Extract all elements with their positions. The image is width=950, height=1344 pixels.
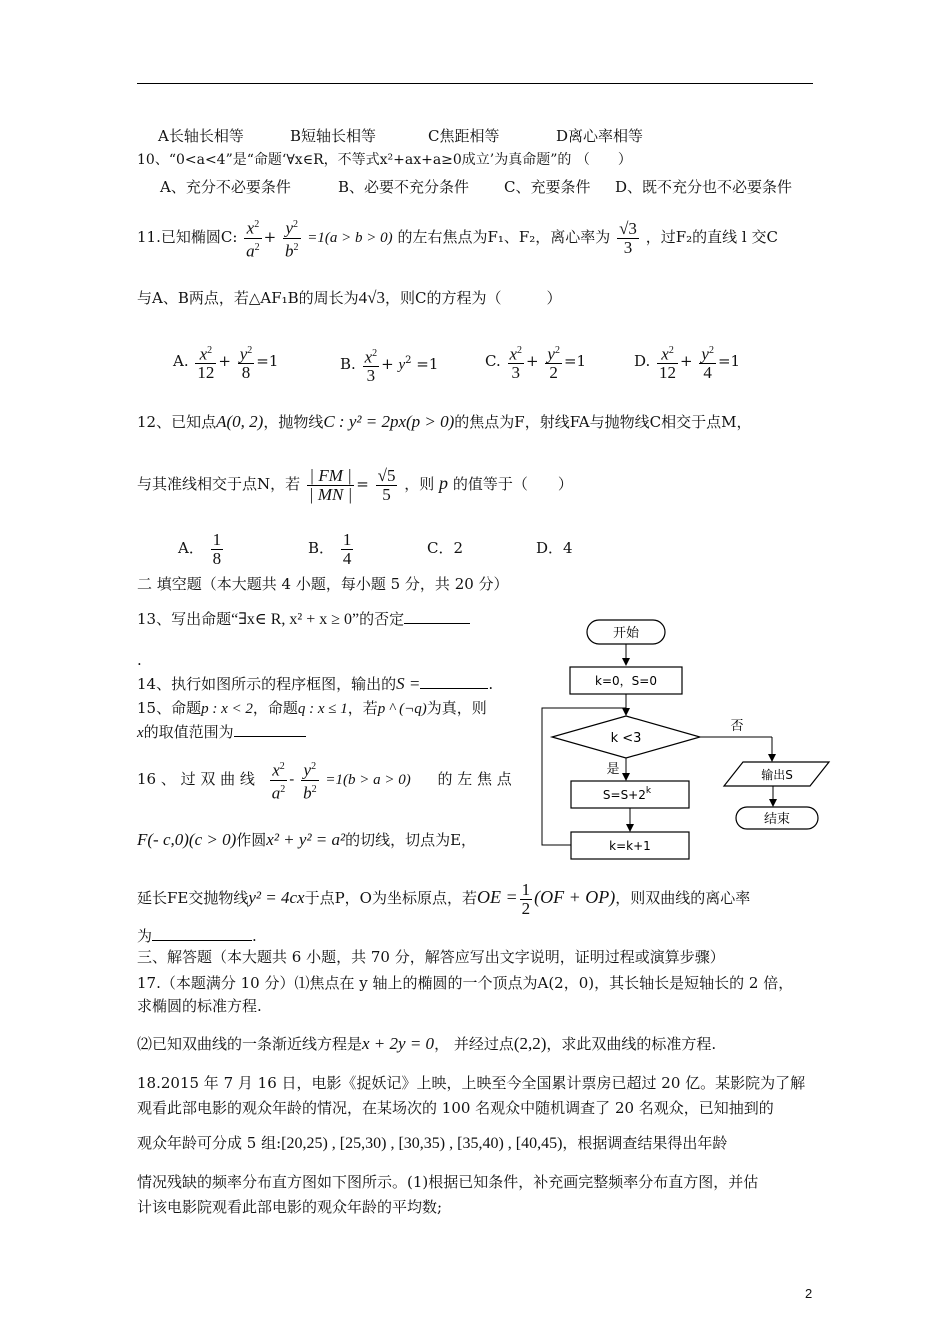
q17-line2: 求椭圆的标准方程.	[137, 997, 262, 1015]
flow-decision-text: k <3	[610, 731, 642, 746]
q9-option-b: B短轴长相等	[290, 127, 377, 145]
option-frac-x: $\frac{x^2}{12}$	[657, 342, 678, 383]
q17-l3a: ⑵已知双曲线的一条渐近线方程是	[137, 1035, 363, 1053]
q11-eccentricity	[617, 220, 639, 257]
frac-den: 4	[342, 548, 352, 568]
option-b2: 8	[241, 363, 251, 383]
q15-pq: p ^ (¬q)	[377, 701, 427, 717]
q9-option-c: C焦距相等	[428, 127, 500, 145]
q12-option-b	[308, 525, 355, 571]
q16-vector-rhs: (OF + OP)	[534, 887, 616, 907]
q12-point: A(0, 2)	[216, 412, 264, 431]
option-label: B．	[308, 539, 335, 557]
q10-stem: 10、“0<a<4”是“命题‘∀x∈R，不等式x²+ax+a≥0成立’为真命题”的 （ ）	[137, 152, 632, 168]
q11-option-d: D. $\frac{x^2}{12}$ + $\frac{y^2}{4}$ =1	[634, 338, 740, 384]
q13-tail: 的否定	[359, 610, 405, 628]
q12-value-den: 5	[382, 484, 391, 504]
q16-l2a: 作圆	[236, 831, 267, 849]
q15-l1c: ，若	[347, 699, 378, 717]
q17-line1: 17.（本题满分 10 分）⑴焦点在 y 轴上的椭圆的一个顶点为A(2，0)，其长轴长是短轴长的 2 倍，	[137, 974, 794, 992]
frac-num: 1	[342, 529, 352, 549]
option-b2: 4	[703, 363, 712, 383]
q10-option-d: D、既不充分也不必要条件	[615, 178, 793, 196]
q15-var-x: x	[137, 725, 144, 741]
q18-line1: 18.2015 年 7 月 16 日，电影《捉妖记》上映，上映至今全国累计票房已超过 20 亿。某影院为了解	[137, 1074, 806, 1092]
q12-value	[376, 467, 398, 504]
q18-l3b: ，根据调查结果得出年龄	[562, 1134, 728, 1152]
flow-yes-label: 是	[606, 762, 620, 777]
q16-l2b: 的切线，切点为E，	[345, 831, 477, 849]
q16-circle: x² + y² = a²	[266, 830, 346, 849]
q11-perimeter: 4√3	[358, 288, 386, 307]
q12-tail: 的焦点为F，射线FA与抛物线C相交于点M，	[454, 413, 752, 431]
q12-option-a	[178, 525, 225, 571]
q18-line5: 计该电影院观看此部电影的观众年龄的平均数;	[137, 1198, 443, 1216]
q12-option-d: D．4	[536, 539, 573, 557]
option-frac	[211, 531, 224, 568]
q14-stem	[137, 674, 493, 694]
q17-point: (2,2)	[513, 1034, 547, 1053]
q18-l3a: 观众年龄可分成 5 组:	[137, 1134, 282, 1152]
q13-dot: .	[137, 651, 142, 669]
q16-line3	[137, 874, 750, 920]
q16-frac-x: $\frac{x^2}{a^2}$	[270, 758, 288, 802]
q12-var: p	[439, 473, 449, 493]
q11-ecc-num: √3	[619, 218, 637, 238]
q12-option-c: C．2	[427, 539, 464, 557]
q11-ecc-den: 3	[623, 237, 633, 257]
q16-condition: =1(b > a > 0)	[325, 772, 411, 788]
q11-tail: ，过F₂的直线 l 交C	[645, 228, 778, 246]
q16-line2	[137, 830, 476, 850]
q10-option-c: C、充要条件	[504, 178, 591, 196]
q9-option-a: A长轴长相等	[158, 127, 244, 145]
q11-line2a: 与A、B两点，若△AF₁B的周长为	[137, 289, 359, 307]
q16-line1: 16 、 过 双 曲 线 $\frac{x^2}{a^2}$ - $\frac{y^2}{b^2}$ =1(b > a > 0) 的 左 焦 点	[137, 756, 512, 802]
option-frac-y: $\frac{y^2}{2}$	[545, 342, 562, 383]
q12-mid: ，抛物线	[263, 413, 324, 431]
q13-stem	[137, 609, 470, 630]
q11-option-b: B. $\frac{x^2}{3}$ + $y^2 =1$	[340, 338, 438, 384]
q16-l4: 为	[137, 927, 153, 945]
q11-condition: =1(a > b > 0)	[307, 230, 393, 246]
option-frac-y: $\frac{y^2}{4}$	[699, 342, 716, 383]
q15-line2	[137, 722, 306, 743]
q12-line2b: ，则	[404, 475, 435, 493]
q16-l3c: ，则双曲线的离心率	[615, 889, 751, 907]
flow-body-exponent: k	[645, 786, 652, 796]
q12-ratio-num: | FM |	[307, 467, 354, 486]
q12-ratio-den: | MN |	[308, 484, 353, 504]
option-frac	[341, 531, 354, 568]
q18-groups: [20,25) , [25,30) , [30,35) , [35,40) , [40,45)	[281, 1135, 563, 1152]
q11-mid: 的左右焦点为F₁、F₂，离心率为	[397, 228, 611, 246]
q12-lead: 12、已知点	[137, 413, 217, 431]
q16-l1a: 16 、 过 双 曲 线	[137, 770, 255, 788]
q17-l3b: ， 并经过点	[434, 1035, 514, 1053]
q15-l2b: 的取值范围为	[143, 723, 234, 741]
q15-blank[interactable]	[234, 722, 306, 737]
q12-line2: 与其准线相交于点N，若 $\frac{| FM |}{| MN |}$ = $\frac{√5}{5}$ ，则 p 的值等于（ ）	[137, 465, 573, 504]
q14-var: S =	[396, 674, 421, 693]
option-a2: 12	[659, 363, 677, 383]
option-a2: 3	[366, 366, 376, 386]
option-label: C.	[485, 352, 501, 370]
q18-line4: 情况残缺的频率分布直方图如下图所示。(1)根据已知条件，补充画完整频率分布直方图，并估	[137, 1173, 759, 1191]
flow-init-text: k=0，S=0	[595, 674, 657, 688]
top-rule	[137, 83, 813, 84]
option-a2: 3	[511, 363, 521, 383]
option-label: A.	[173, 352, 189, 370]
q15-line1	[137, 698, 487, 719]
q16-parabola: y² = 4cx	[248, 888, 305, 907]
option-label: B.	[340, 355, 356, 373]
q10-option-b: B、必要不充分条件	[338, 178, 470, 196]
q11-option-c: C. $\frac{x^2}{3}$ + $\frac{y^2}{2}$ =1	[485, 338, 586, 384]
q13-blank[interactable]	[404, 609, 470, 624]
q16-l3a: 延长FE交抛物线	[137, 889, 249, 907]
q16-l3b: 于点P，O为坐标原点，若	[304, 889, 477, 907]
q17-line3	[137, 1034, 716, 1054]
section-2-heading: 二 填空题（本大题共 4 小题，每小题 5 分，共 20 分）	[137, 575, 509, 593]
option-frac-x: $\frac{x^2}{3}$	[508, 342, 525, 383]
section-3-heading: 三、解答题（本大题共 6 小题，共 70 分，解答应写出文字说明，证明过程或演算步骤）	[137, 948, 725, 966]
q16-line4: 为 .	[137, 927, 257, 945]
option-a2: 12	[197, 363, 215, 383]
page-number: 2	[805, 1286, 813, 1301]
q11-line2b: ，则C的方程为（ ）	[385, 289, 562, 307]
option-frac-x: $\frac{x^2}{3}$	[363, 345, 380, 386]
q16-l1b: 的 左 焦 点	[437, 770, 512, 788]
q12-ratio	[307, 467, 354, 504]
q10-option-a: A、充分不必要条件	[160, 178, 291, 196]
q12-line2c: 的值等于（ ）	[452, 475, 573, 493]
q15-l1a: 15、命题	[137, 699, 202, 717]
flowchart	[537, 612, 847, 871]
q14-blank[interactable]	[420, 674, 488, 689]
q15-l1d: 为真，则	[426, 699, 487, 717]
q16-focus: F(- c,0)(c > 0)	[137, 830, 237, 849]
q12-value-num: √5	[377, 465, 396, 485]
q12-stem	[137, 412, 751, 432]
flow-no-label: 否	[730, 719, 744, 734]
q15-l1b: ，命题	[252, 699, 298, 717]
q17-asymptote: x + 2y = 0	[362, 1034, 435, 1053]
q11-frac-y: $\frac{y^2}{b^2}$	[283, 216, 301, 260]
q14-lead: 14、执行如图所示的程序框图，输出的	[137, 675, 397, 693]
q11-frac-x: $\frac{x^2}{a^2}$	[244, 216, 262, 260]
flow-start-text: 开始	[612, 626, 640, 641]
q13-lead: 13、写出命题	[137, 610, 232, 628]
flow-end-text: 结束	[763, 812, 791, 827]
option-b2: 2	[549, 363, 558, 383]
q16-half: $\frac{1}{2}$	[521, 879, 531, 918]
q9-option-d: D离心率相等	[556, 127, 644, 145]
q11-stem: 11.已知椭圆C: $\frac{x^2}{a^2}$ + $\frac{y^2}{b^2}$ =1(a > b > 0) 的左右焦点为F₁、F₂，离心率为 $\frac{√3}{3}$ ，过F₂的直线 l 交C	[137, 214, 778, 260]
q16-vector-lhs: OE =	[476, 887, 518, 907]
q11-option-a: A. $\frac{x^2}{12}$ + $\frac{y^2}{8}$ =1	[173, 338, 278, 384]
option-frac-y: $\frac{y^2}{8}$	[238, 342, 255, 383]
q16-blank[interactable]	[152, 926, 252, 941]
q16-frac-y: $\frac{y^2}{b^2}$	[301, 758, 319, 802]
q11-line2	[137, 288, 562, 308]
frac-den: 8	[212, 548, 222, 568]
q15-q: q : x ≤ 1	[297, 701, 348, 717]
frac-num: 1	[212, 529, 222, 549]
q14-tail: .	[488, 675, 494, 693]
flow-body-expr: S=S+2	[602, 788, 646, 802]
q12-line2a: 与其准线相交于点N，若	[137, 475, 301, 493]
q12-curve: C : y² = 2px(p > 0)	[323, 412, 455, 431]
flow-increment-text: k=k+1	[609, 839, 651, 853]
flow-body-text	[603, 786, 652, 802]
option-frac-x: $\frac{x^2}{12}$	[195, 342, 216, 383]
flow-output-text: 输出S	[761, 768, 793, 782]
q17-l3c: ，求此双曲线的标准方程.	[546, 1035, 717, 1053]
q18-line3	[137, 1133, 727, 1154]
q18-line2: 观看此部电影的观众年龄的情况，在某场次的 100 名观众中随机调查了 20 名观众，已知抽到的	[137, 1099, 774, 1117]
option-label: A．	[178, 539, 204, 557]
q13-proposition: “∃x∈ R, x² + x ≥ 0”	[231, 611, 360, 628]
option-label: D.	[634, 352, 651, 370]
q11-lead: 11.已知椭圆C:	[137, 228, 238, 246]
q15-p: p : x < 2	[201, 701, 253, 717]
